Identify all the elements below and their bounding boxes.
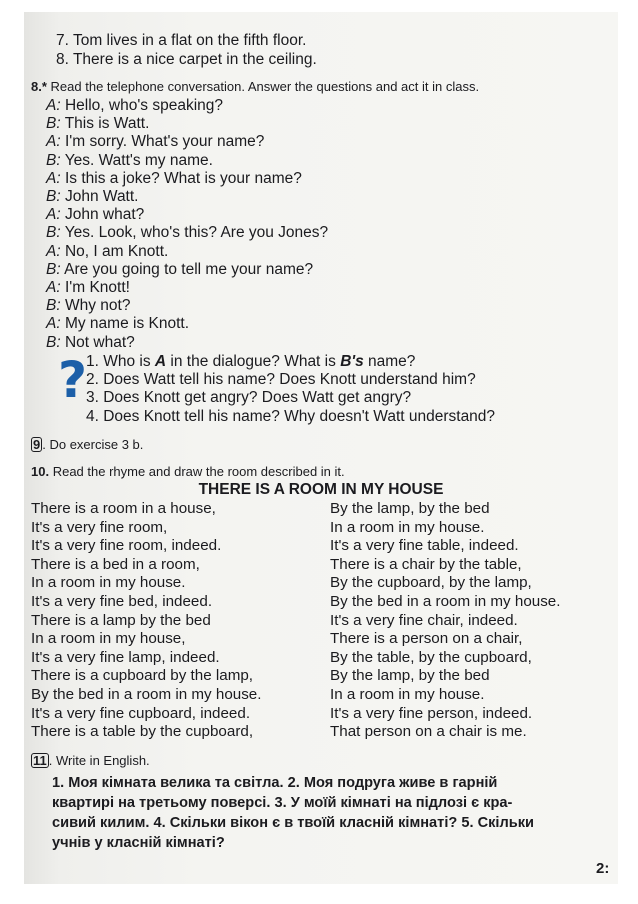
rhyme-line: There is a room in a house, — [31, 500, 216, 517]
rhyme-left-column — [31, 500, 261, 742]
rhyme-line: In a room in my house. — [330, 685, 485, 703]
question-mark-icon: ? — [58, 351, 88, 409]
rhyme-line: In a room in my house, — [31, 630, 186, 648]
sentence-7: 7. Tom lives in a flat on the fifth floor. — [56, 32, 307, 49]
rhyme-line: It's a very fine bed, indeed. — [31, 592, 213, 610]
rhyme-line: There is a table by the cupboard, — [31, 723, 254, 741]
dialogue-line: A: I'm Knott! — [46, 279, 130, 297]
rhyme-line: In a room in my house. — [330, 518, 485, 536]
dialogue — [46, 97, 328, 352]
ukrainian-line: квартирі на третьому поверсі. 3. У моїй кімнаті на підлозі є кра- — [52, 795, 513, 811]
exercise-9-text: . Do exercise 3 b. — [42, 437, 144, 452]
rhyme-line: By the lamp, by the bed — [330, 667, 490, 685]
dialogue-line: A: Is this a joke? What is your name? — [46, 169, 302, 187]
question-1: 1. Who is A in the dialogue? What is B's name? — [86, 353, 416, 370]
dialogue-line: A: Hello, who's speaking? — [46, 97, 224, 114]
rhyme-line: It's a very fine room, indeed. — [31, 537, 222, 555]
rhyme-line: There is a lamp by the bed — [31, 611, 211, 629]
dialogue-line: B: Yes. Look, who's this? Are you Jones? — [46, 224, 329, 242]
rhyme-line: It's a very fine person, indeed. — [330, 704, 533, 722]
exercise-11-header — [31, 753, 150, 769]
exercise-10-number: 10. — [31, 464, 50, 479]
exercise-11-instruction: . Write in English. — [48, 753, 150, 768]
page-number: 2: — [596, 860, 610, 877]
exercise-8-instruction: Read the telephone conversation. Answer the questions and act it in class. — [50, 79, 480, 94]
exercise-11-number: 11 — [33, 753, 47, 768]
rhyme-right-column — [330, 500, 560, 742]
textbook-page — [24, 12, 618, 884]
rhyme-line: By the lamp, by the bed — [330, 500, 490, 517]
rhyme-line: By the table, by the cupboard, — [330, 648, 532, 666]
questions — [86, 353, 495, 426]
exercise-10-instruction: Read the rhyme and draw the room described in it. — [52, 464, 345, 479]
rhyme-line: It's a very fine lamp, indeed. — [31, 648, 220, 666]
ukrainian-line: 1. Моя кімната велика та світла. 2. Моя подруга живе в гарній — [52, 775, 498, 791]
dialogue-line: A: My name is Knott. — [46, 315, 190, 333]
exercise-9 — [31, 437, 143, 453]
exercise-11-text — [52, 773, 534, 853]
exercise-8-number: 8.* — [31, 79, 47, 94]
rhyme-line: It's a very fine chair, indeed. — [330, 611, 518, 629]
rhyme-line: It's a very fine table, indeed. — [330, 537, 519, 555]
question-4: 4. Does Knott tell his name? Why doesn't Watt understand? — [86, 407, 496, 425]
exercise-8-header — [31, 79, 479, 95]
dialogue-line: B: Are you going to tell me your name? — [46, 260, 314, 278]
rhyme-line: By the bed in a room in my house. — [31, 685, 262, 703]
dialogue-line: A: I'm sorry. What's your name? — [46, 133, 265, 151]
dialogue-line: A: John what? — [46, 206, 145, 224]
sentence-8: 8. There is a nice carpet in the ceiling. — [56, 51, 317, 68]
dialogue-line: B: Yes. Watt's my name. — [46, 151, 213, 169]
rhyme-line: It's a very fine room, — [31, 518, 168, 536]
question-3: 3. Does Knott get angry? Does Watt get angry? — [86, 389, 412, 407]
rhyme-line: By the bed in a room in my house. — [330, 592, 561, 610]
exercise-10-header — [31, 464, 345, 480]
ukrainian-line: сивий килим. 4. Скільки вікон є в твоїй класній кімнаті? 5. Скільки — [52, 815, 534, 831]
rhyme-line: There is a bed in a room, — [31, 555, 200, 573]
dialogue-line: B: John Watt. — [46, 188, 139, 206]
exercise-9-number: 9 — [33, 437, 41, 452]
rhyme-line: There is a chair by the table, — [330, 555, 522, 573]
question-2: 2. Does Watt tell his name? Does Knott understand him? — [86, 371, 476, 389]
ukrainian-line: учнів у класній кімнаті? — [52, 835, 225, 851]
rhyme-line: There is a cupboard by the lamp, — [31, 667, 254, 685]
dialogue-line: B: Not what? — [46, 333, 135, 351]
rhyme-line: That person on a chair is me. — [330, 723, 527, 741]
dialogue-line: A: No, I am Knott. — [46, 242, 169, 260]
rhyme-line: It's a very fine cupboard, indeed. — [31, 704, 251, 722]
rhyme-line: In a room in my house. — [31, 574, 186, 592]
dialogue-line: B: Why not? — [46, 297, 131, 315]
rhyme-title: THERE IS A ROOM IN MY HOUSE — [198, 481, 444, 498]
rhyme-line: There is a person on a chair, — [330, 630, 523, 648]
dialogue-line: B: This is Watt. — [46, 115, 150, 133]
rhyme-line: By the cupboard, by the lamp, — [330, 574, 532, 592]
